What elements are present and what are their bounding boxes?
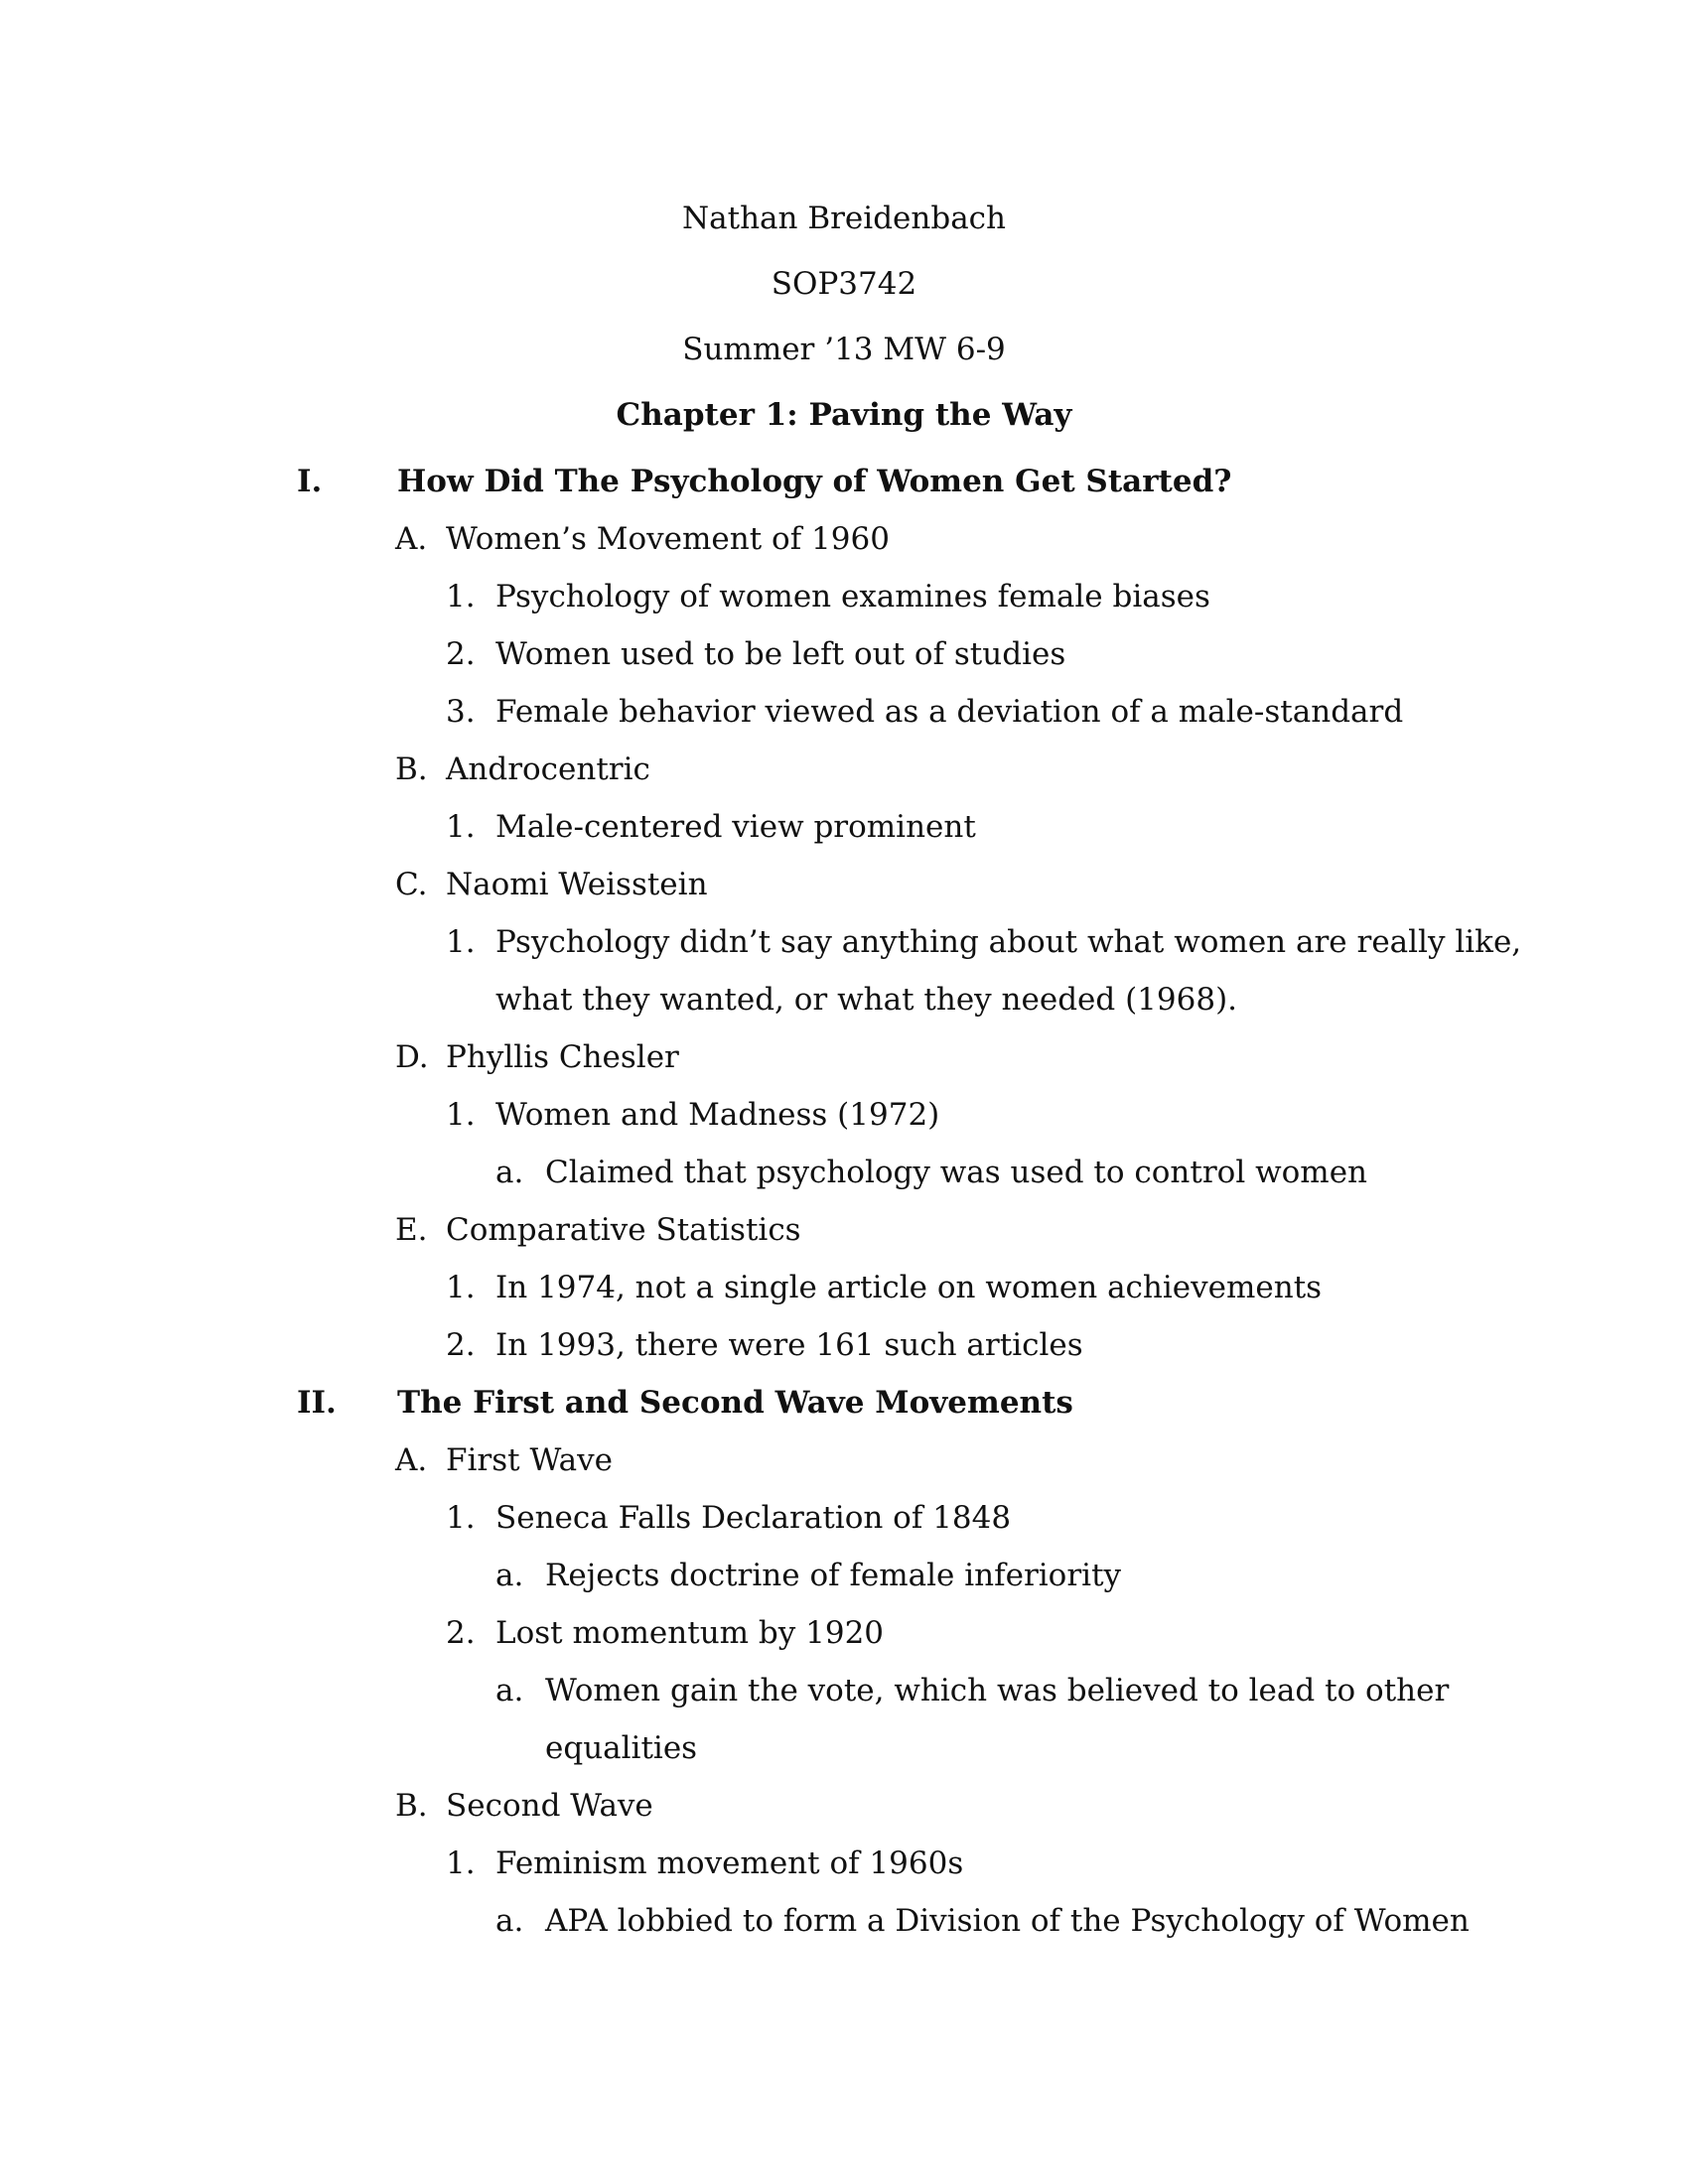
item-text: Women’s Movement of 1960 (446, 521, 890, 557)
item-text: Feminism movement of 1960s (495, 1845, 964, 1881)
item-marker: C. (395, 867, 428, 902)
section-marker: I. (297, 464, 323, 499)
item-text: Women and Madness (1972) (495, 1097, 940, 1133)
item-marker: a. (495, 1558, 524, 1593)
course-code: SOP3742 (771, 266, 917, 302)
item-text: Phyllis Chesler (446, 1039, 679, 1075)
item-text: Androcentric (446, 751, 650, 787)
item-text: what they wanted, or what they needed (1968). (495, 982, 1238, 1018)
item-text: Lost momentum by 1920 (495, 1615, 885, 1651)
item-marker: a. (495, 1155, 524, 1190)
item-text: Psychology of women examines female biases (495, 579, 1210, 614)
item-marker: 2. (446, 636, 476, 672)
item-text: Claimed that psychology was used to control women (545, 1155, 1368, 1190)
item-text: Male-centered view prominent (495, 809, 976, 845)
item-marker: 1. (446, 579, 476, 614)
item-marker: 1. (446, 1500, 476, 1536)
item-marker: A. (395, 521, 428, 557)
item-marker: B. (395, 751, 428, 787)
item-marker: 1. (446, 809, 476, 845)
section-marker: II. (297, 1385, 337, 1421)
item-text: APA lobbied to form a Division of the Psychology of Women (545, 1903, 1470, 1939)
item-text: Women gain the vote, which was believed to lead to other (545, 1673, 1450, 1708)
section-title: The First and Second Wave Movements (397, 1385, 1073, 1421)
item-text: Comparative Statistics (446, 1212, 801, 1248)
item-text: Rejects doctrine of female inferiority (545, 1558, 1122, 1593)
item-marker: 1. (446, 924, 476, 960)
item-marker: 1. (446, 1097, 476, 1133)
author-name: Nathan Breidenbach (682, 201, 1006, 236)
item-marker: a. (495, 1903, 524, 1939)
item-marker: B. (395, 1788, 428, 1824)
item-text: Female behavior viewed as a deviation of a male-standard (495, 694, 1404, 730)
item-text: Seneca Falls Declaration of 1848 (495, 1500, 1012, 1536)
item-marker: E. (395, 1212, 428, 1248)
item-marker: 1. (446, 1270, 476, 1305)
item-marker: A. (395, 1442, 428, 1478)
item-text: In 1993, there were 161 such articles (495, 1327, 1083, 1363)
item-text: Second Wave (446, 1788, 653, 1824)
item-marker: D. (395, 1039, 429, 1075)
item-marker: a. (495, 1673, 524, 1708)
item-marker: 2. (446, 1327, 476, 1363)
section-title: How Did The Psychology of Women Get Started? (397, 464, 1232, 499)
item-text: Women used to be left out of studies (495, 636, 1066, 672)
item-marker: 1. (446, 1845, 476, 1881)
item-text: equalities (545, 1730, 698, 1766)
chapter-title: Chapter 1: Paving the Way (616, 397, 1072, 433)
item-text: First Wave (446, 1442, 613, 1478)
item-marker: 3. (446, 694, 476, 730)
item-text: Naomi Weisstein (446, 867, 708, 902)
item-text: In 1974, not a single article on women achievements (495, 1270, 1323, 1305)
term-schedule: Summer ’13 MW 6-9 (682, 332, 1006, 367)
item-marker: 2. (446, 1615, 476, 1651)
item-text: Psychology didn’t say anything about what women are really like, (495, 924, 1522, 960)
